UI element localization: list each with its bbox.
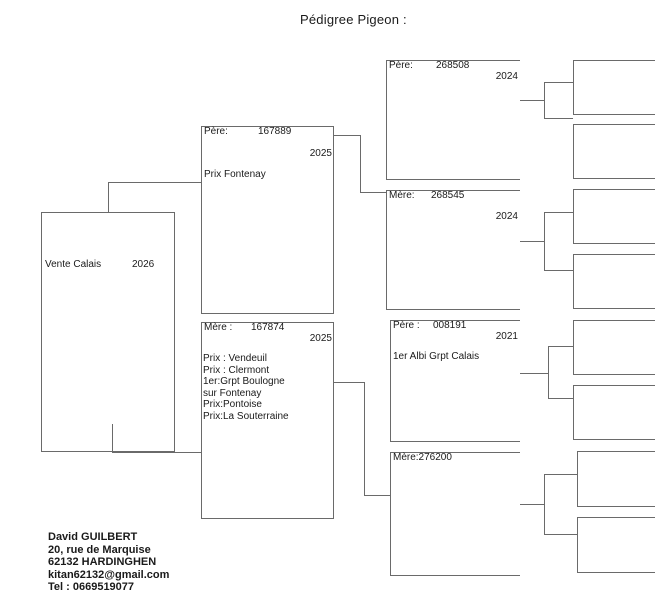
ancestor-box xyxy=(573,124,655,179)
owner-city: 62132 HARDINGHEN xyxy=(48,556,157,568)
connector xyxy=(544,118,573,119)
connector xyxy=(544,534,577,535)
connector xyxy=(544,474,545,534)
connector xyxy=(548,398,573,399)
connector xyxy=(112,452,201,453)
connector xyxy=(544,212,545,270)
connector xyxy=(544,82,573,83)
paternal-grandfather-year: 2024 xyxy=(495,71,518,82)
father-year: 2025 xyxy=(309,148,332,159)
paternal-grandmother-year: 2024 xyxy=(495,211,518,222)
paternal-grandfather-label: Père: xyxy=(389,60,413,71)
connector xyxy=(520,373,548,374)
connector xyxy=(334,382,364,383)
ancestor-box xyxy=(577,517,655,573)
mother-year: 2025 xyxy=(309,333,332,344)
page-title: Pédigree Pigeon : xyxy=(300,12,407,27)
father-label: Père: xyxy=(204,126,228,137)
connector xyxy=(108,182,109,213)
maternal-grandfather-notes: 1er Albi Grpt Calais xyxy=(393,351,480,362)
mother-ring: 167874 xyxy=(251,322,285,333)
connector xyxy=(544,82,545,118)
owner-email: kitan62132@gmail.com xyxy=(48,568,170,581)
mother-label: Mère : xyxy=(204,322,233,333)
maternal-grandmother-box xyxy=(390,452,520,576)
connector xyxy=(544,270,573,271)
subject-label: Vente Calais xyxy=(45,259,102,270)
connector xyxy=(548,346,573,347)
mother-notes: Prix : Vendeuil Prix : Clermont 1er:Grpt Boulogne sur Fontenay Prix:Pontoise Prix:La Souterraine xyxy=(203,353,289,422)
connector xyxy=(360,192,386,193)
connector xyxy=(360,135,361,192)
paternal-grandmother-ring: 268545 xyxy=(431,190,465,201)
ancestor-box xyxy=(573,254,655,309)
connector xyxy=(334,135,360,136)
maternal-grandfather-ring: 008191 xyxy=(433,320,467,331)
paternal-grandmother-box xyxy=(386,190,520,310)
paternal-grandmother-label: Mère: xyxy=(389,190,415,201)
connector xyxy=(548,346,549,398)
paternal-grandfather-ring: 268508 xyxy=(436,60,470,71)
owner-name: David GUILBERT xyxy=(48,531,138,543)
connector xyxy=(112,424,113,452)
owner-phone: Tel : 0669519077 xyxy=(48,581,135,593)
ancestor-box xyxy=(573,189,655,244)
father-notes: Prix Fontenay xyxy=(204,169,266,180)
connector xyxy=(108,182,201,183)
connector xyxy=(544,212,573,213)
connector xyxy=(520,504,544,505)
father-ring: 167889 xyxy=(258,126,292,137)
owner-street: 20, rue de Marquise xyxy=(48,543,151,556)
maternal-grandfather-year: 2021 xyxy=(495,331,518,342)
ancestor-box xyxy=(573,60,655,115)
connector xyxy=(364,495,390,496)
maternal-grandmother-label: Mère:276200 xyxy=(393,452,452,463)
connector xyxy=(520,241,544,242)
connector xyxy=(520,100,544,101)
maternal-grandfather-label: Père : xyxy=(393,320,420,331)
connector xyxy=(364,382,365,495)
subject-year: 2026 xyxy=(132,259,155,270)
ancestor-box xyxy=(573,320,655,375)
ancestor-box xyxy=(577,451,655,507)
connector xyxy=(544,474,577,475)
subject-box xyxy=(41,212,175,452)
ancestor-box xyxy=(573,385,655,440)
